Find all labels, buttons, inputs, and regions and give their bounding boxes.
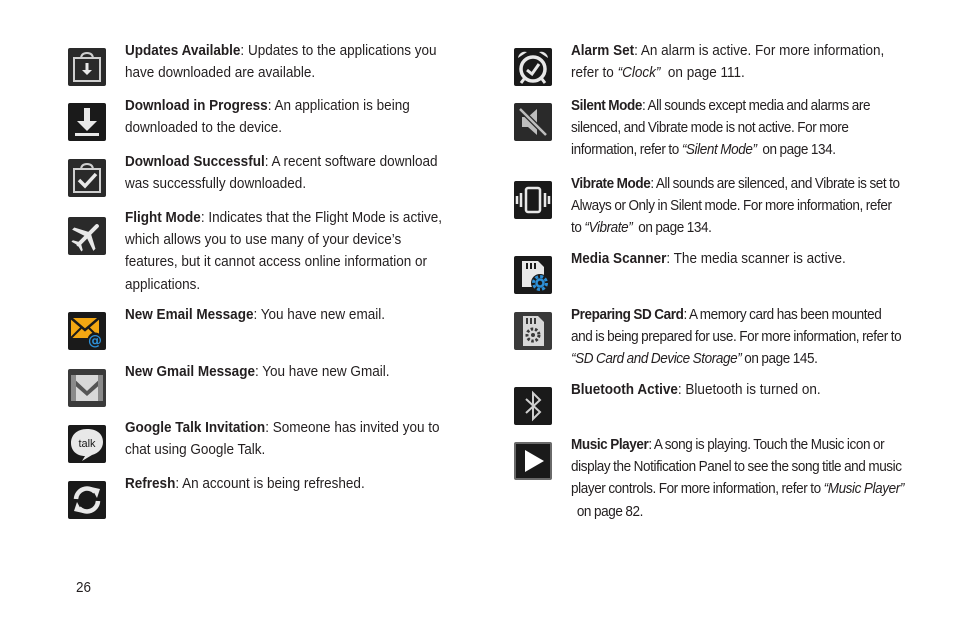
entry-desc: : A memory card has been mounted and is being prepared for use. For more information, refer to bbox=[571, 306, 902, 346]
download-successful-icon bbox=[68, 159, 106, 197]
updates-available-icon bbox=[68, 48, 106, 86]
entry-text bbox=[571, 248, 900, 270]
gmail-icon bbox=[68, 369, 106, 407]
entry-title: Bluetooth Active bbox=[571, 381, 678, 398]
vibrate-mode-icon bbox=[514, 181, 552, 219]
entry-desc: : Updates to the applications you have downloaded are available. bbox=[125, 42, 437, 82]
entry-title: Updates Available bbox=[125, 42, 241, 59]
svg-text:@: @ bbox=[88, 333, 102, 349]
page-reference-link[interactable]: “Vibrate” bbox=[584, 219, 633, 237]
entry-text bbox=[125, 207, 454, 296]
entry-title: Alarm Set bbox=[571, 42, 635, 59]
silent-mode-icon bbox=[514, 103, 552, 141]
entry-title: Vibrate Mode bbox=[571, 175, 651, 192]
entry-desc: : The media scanner is active. bbox=[666, 250, 846, 267]
entry-text bbox=[125, 304, 454, 326]
entry-title: Silent Mode bbox=[571, 97, 643, 114]
entry-page-ref: on page 134. bbox=[756, 141, 836, 159]
talk-icon-label: talk bbox=[78, 438, 96, 450]
entry-title: New Gmail Message bbox=[125, 363, 255, 380]
entry-page-ref: on page 145. bbox=[741, 350, 818, 368]
entry-title: Music Player bbox=[571, 436, 649, 453]
entry-title: Preparing SD Card bbox=[571, 306, 684, 323]
airplane-icon bbox=[68, 217, 106, 255]
page-number: 26 bbox=[76, 579, 92, 596]
entry-text bbox=[571, 95, 905, 162]
entry-desc: : An application is being downloaded to the device. bbox=[125, 97, 410, 137]
email-icon bbox=[68, 312, 106, 350]
entry-text bbox=[125, 40, 454, 84]
entry-desc: : A recent software download was successfully downloaded. bbox=[125, 153, 438, 193]
entry-title: Media Scanner bbox=[571, 250, 667, 267]
entry-text bbox=[125, 417, 454, 461]
entry-text bbox=[571, 434, 905, 523]
entry-text bbox=[125, 361, 454, 383]
entry-text bbox=[571, 173, 905, 240]
entry-desc: : Bluetooth is turned on. bbox=[677, 381, 821, 398]
page-reference-link[interactable]: “Clock” bbox=[617, 64, 661, 82]
entry-title: Google Talk Invitation bbox=[125, 419, 266, 436]
entry-desc: : All sounds are silenced, and Vibrate is set to Always or Only in Silent mode. For more information, refer to bbox=[571, 175, 900, 237]
play-icon bbox=[514, 442, 552, 480]
entry-page-ref: on page 111. bbox=[660, 64, 745, 82]
entry-page-ref: on page 134. bbox=[632, 219, 712, 237]
entry-desc: : An alarm is active. For more information, refer to bbox=[571, 42, 885, 82]
entry-title: Download Successful bbox=[125, 153, 265, 170]
entry-text bbox=[571, 379, 900, 401]
media-scanner-icon bbox=[514, 256, 552, 294]
entry-page-ref: on page 82. bbox=[571, 502, 643, 520]
entry-desc: : A song is playing. Touch the Music icon or display the Notification Panel to see the song title and music player controls. For more information, refer to bbox=[571, 436, 902, 498]
page-reference-link[interactable]: “Music Player” bbox=[823, 480, 904, 498]
entry-desc: : All sounds except media and alarms are silenced, and Vibrate mode is not active. For more information, refer to bbox=[571, 97, 871, 159]
page-reference-link[interactable]: “Silent Mode” bbox=[681, 141, 757, 159]
entry-desc: : An account is being refreshed. bbox=[175, 475, 365, 492]
page-reference-link[interactable]: “SD Card and Device Storage” bbox=[571, 350, 742, 368]
entry-text bbox=[125, 151, 454, 195]
entry-desc: : You have new email. bbox=[253, 306, 385, 323]
entry-title: Download in Progress bbox=[125, 97, 268, 114]
bluetooth-icon bbox=[514, 387, 552, 425]
refresh-icon bbox=[68, 481, 106, 519]
entry-desc: : Indicates that the Flight Mode is active, which allows you to use many of your device’s features, but it cannot access online information or applications. bbox=[125, 209, 443, 293]
entry-text bbox=[125, 473, 454, 495]
entry-text bbox=[125, 95, 454, 139]
talk-icon bbox=[68, 425, 106, 463]
entry-title: Refresh bbox=[125, 475, 176, 492]
entry-title: New Email Message bbox=[125, 306, 254, 323]
entry-text bbox=[571, 40, 900, 84]
download-in-progress-icon bbox=[68, 103, 106, 141]
entry-text bbox=[571, 304, 905, 371]
sd-card-icon bbox=[514, 312, 552, 350]
entry-desc: : Someone has invited you to chat using Google Talk. bbox=[125, 419, 440, 459]
alarm-clock-icon bbox=[514, 48, 552, 86]
entry-title: Flight Mode bbox=[125, 209, 201, 226]
entry-desc: : You have new Gmail. bbox=[254, 363, 390, 380]
